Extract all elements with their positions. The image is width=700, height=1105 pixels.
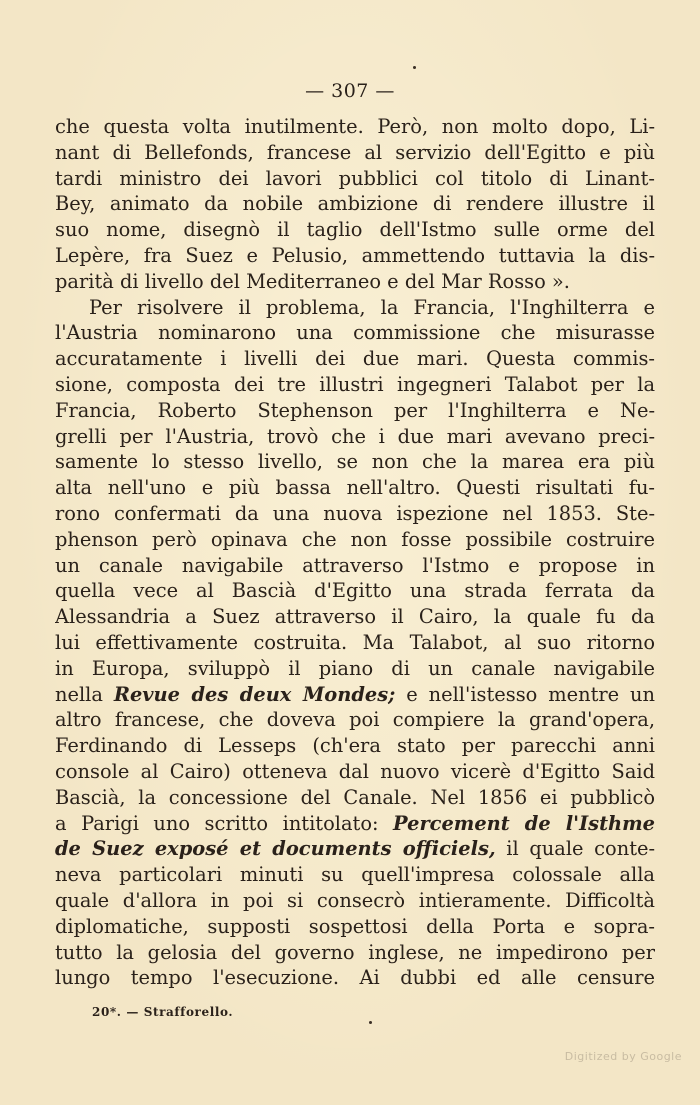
- text-segment: nella: [55, 682, 114, 706]
- italic-title: de Suez exposé et documents officiels,: [55, 837, 496, 861]
- text-line: Alessandria a Suez attraverso il Cairo, la quale fu da: [55, 605, 655, 629]
- text-line: rono confermati da una nuova ispezione nel 1853. Ste-: [55, 501, 655, 525]
- text-line: parità di livello del Mediterraneo e del Mar Rosso ».: [55, 269, 570, 293]
- text-line: [55, 811, 655, 837]
- text-segment: il quale conte-: [495, 837, 655, 861]
- text-line: l'Austria nominarono una commissione che misurasse: [55, 321, 655, 345]
- print-speck: [369, 1021, 372, 1024]
- text-line: Ferdinando di Lesseps (ch'era stato per parecchi anni: [55, 734, 655, 758]
- print-speck: [413, 66, 416, 69]
- text-line: in Europa, sviluppò il piano di un canale navigabile: [55, 656, 655, 680]
- italic-title: Percement de l'Isthme: [393, 811, 655, 835]
- text-line: phenson però opinava che non fosse possibile costruire: [55, 527, 655, 551]
- text-segment: a Parigi uno scritto intitolato:: [55, 811, 394, 835]
- page-number-header: — 307 —: [305, 80, 395, 102]
- text-line: Francia, Roberto Stephenson per l'Inghilterra e Ne-: [55, 398, 655, 422]
- text-line: diplomatiche, supposti sospettosi della Porta e sopra-: [55, 914, 655, 938]
- text-segment: e nell'istesso mentre un: [395, 682, 655, 706]
- digitization-watermark: Digitized by Google: [564, 1050, 682, 1063]
- text-line: tardi ministro dei lavori pubblici col titolo di Linant-: [55, 166, 655, 190]
- text-line: altro francese, che doveva poi compiere la grand'opera,: [55, 708, 655, 732]
- text-line: alta nell'uno e più bassa nell'altro. Questi risultati fu-: [55, 476, 655, 500]
- text-line: lui effettivamente costruita. Ma Talabot, al suo ritorno: [55, 630, 655, 654]
- text-line: nant di Bellefonds, francese al servizio dell'Egitto e più: [55, 140, 655, 164]
- text-line: sione, composta dei tre illustri ingegneri Talabot per la: [55, 372, 655, 396]
- text-line: Bascià, la concessione del Canale. Nel 1856 ei pubblicò: [55, 785, 655, 809]
- text-line: un canale navigabile attraverso l'Istmo e propose in: [55, 553, 655, 577]
- body-text: [55, 114, 655, 991]
- text-line: lungo tempo l'esecuzione. Ai dubbi ed alle censure: [55, 966, 655, 990]
- text-line: quale d'allora in poi si consecrò intieramente. Difficoltà: [55, 888, 655, 912]
- text-line: Per risolvere il problema, la Francia, l'Inghilterra e: [89, 295, 655, 319]
- printer-signature: 20*. — Strafforello.: [92, 1005, 234, 1019]
- italic-title: Revue des deux Mondes;: [113, 682, 396, 706]
- text-line: accuratamente i livelli dei due mari. Questa commis-: [55, 347, 655, 371]
- text-line: console al Cairo) otteneva dal nuovo vicerè d'Egitto Said: [55, 759, 655, 783]
- text-line: Lepère, fra Suez e Pelusio, ammettendo tuttavia la dis-: [55, 243, 655, 267]
- text-line: tutto la gelosia del governo inglese, ne impedirono per: [55, 940, 655, 964]
- text-line: [55, 682, 655, 708]
- text-line: che questa volta inutilmente. Però, non molto dopo, Li-: [55, 115, 655, 138]
- text-line: quella vece al Bascià d'Egitto una strada ferrata da: [55, 579, 655, 603]
- text-line: suo nome, disegnò il taglio dell'Istmo sulle orme del: [55, 218, 655, 242]
- text-line: neva particolari minuti su quell'impresa colossale alla: [55, 863, 655, 887]
- text-line: samente lo stesso livello, se non che la marea era più: [55, 450, 655, 474]
- text-line: grelli per l'Austria, trovò che i due mari avevano preci-: [55, 424, 655, 448]
- text-line: [55, 836, 655, 862]
- text-line: Bey, animato da nobile ambizione di rendere illustre il: [55, 192, 655, 216]
